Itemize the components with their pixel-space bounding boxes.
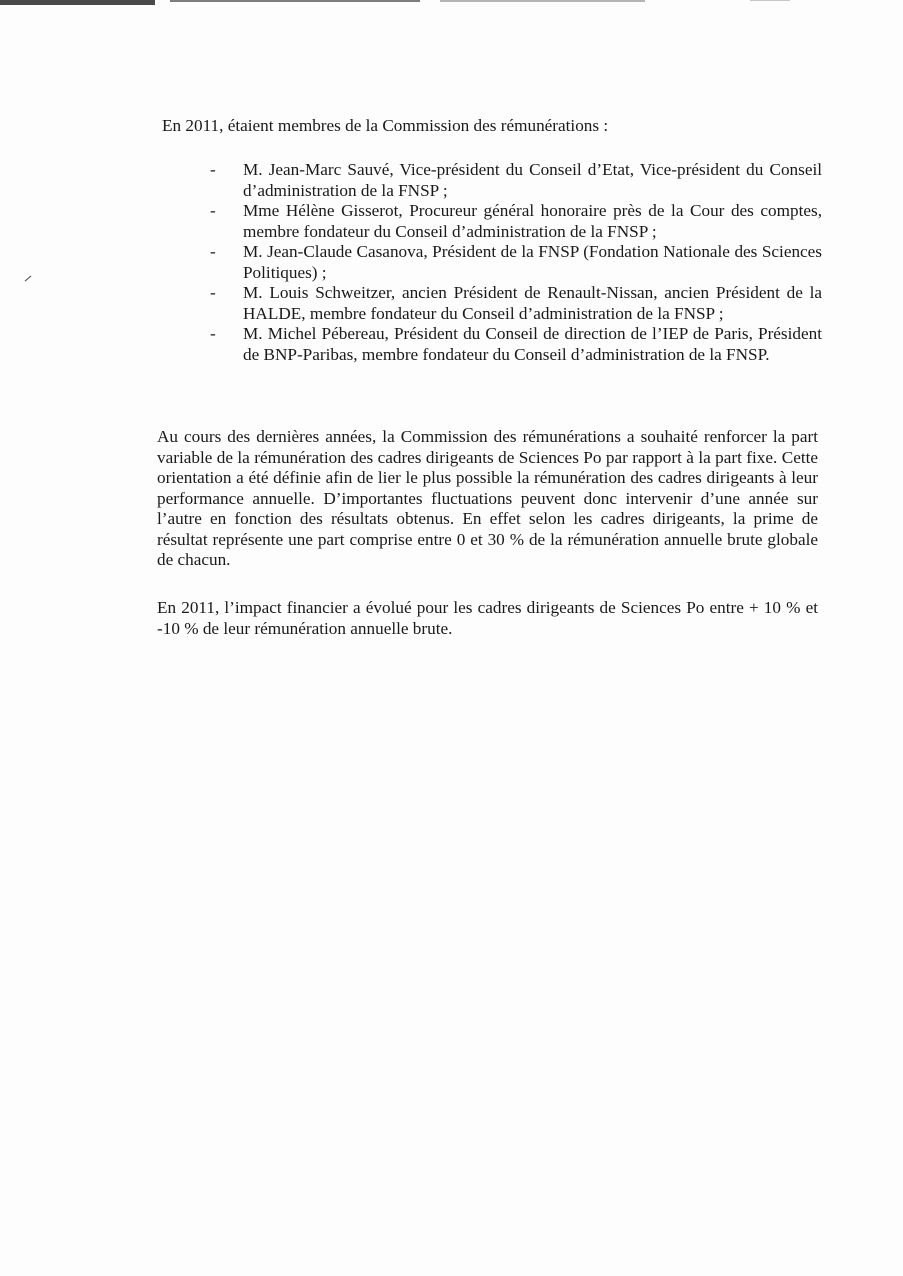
list-item (210, 242, 822, 283)
scan-edge-artifact (0, 0, 155, 5)
bullet-dash: - (210, 201, 216, 220)
scan-edge-artifact (170, 0, 420, 2)
list-item-text: Mme Hélène Gisserot, Procureur général honoraire près de la Cour des comptes, membre fondateur du Conseil d’administration de la FNSP ; (243, 201, 822, 241)
members-list (210, 160, 822, 365)
list-item-text: M. Jean-Claude Casanova, Président de la FNSP (Fondation Nationale des Sciences Politiques) ; (243, 242, 822, 282)
bullet-dash: - (210, 324, 216, 343)
list-item-text: M. Louis Schweitzer, ancien Président de Renault-Nissan, ancien Président de la HALDE, membre fondateur du Conseil d’administration de la FNSP ; (243, 283, 822, 323)
intro-line: En 2011, étaient membres de la Commission des rémunérations : (162, 116, 609, 135)
list-item (210, 324, 822, 365)
paragraph-financial-impact: En 2011, l’impact financier a évolué pour les cadres dirigeants de Sciences Po entre + 10 % et -10 % de leur rémunération annuelle brute. (157, 598, 818, 638)
scan-edge-artifact (440, 0, 645, 2)
margin-mark (25, 276, 32, 282)
bullet-dash: - (210, 283, 216, 302)
bullet-dash: - (210, 160, 216, 179)
list-item (210, 201, 822, 242)
list-item (210, 160, 822, 201)
list-item-text: M. Michel Pébereau, Président du Conseil de direction de l’IEP de Paris, Président de BNP-Paribas, membre fondateur du Conseil d’administration de la FNSP. (243, 324, 822, 364)
list-item (210, 283, 822, 324)
scan-edge-artifact (750, 0, 790, 1)
paragraph-remuneration-policy: Au cours des dernières années, la Commission des rémunérations a souhaité renforcer la part variable de la rémunération des cadres dirigeants de Sciences Po par rapport à la part fixe. Cette orientation a été définie afin de lier le plus possible la rémunération des cadres dirigeants à leur performance annuelle. D’importantes fluctuations peuvent donc intervenir d’une année sur l’autre en fonction des résultats obtenus. En effet selon les cadres dirigeants, la prime de résultat représente une part comprise entre 0 et 30 % de la rémunération annuelle brute globale de chacun. (157, 427, 818, 570)
bullet-dash: - (210, 242, 216, 261)
list-item-text: M. Jean-Marc Sauvé, Vice-président du Conseil d’Etat, Vice-président du Conseil d’administration de la FNSP ; (243, 160, 822, 200)
